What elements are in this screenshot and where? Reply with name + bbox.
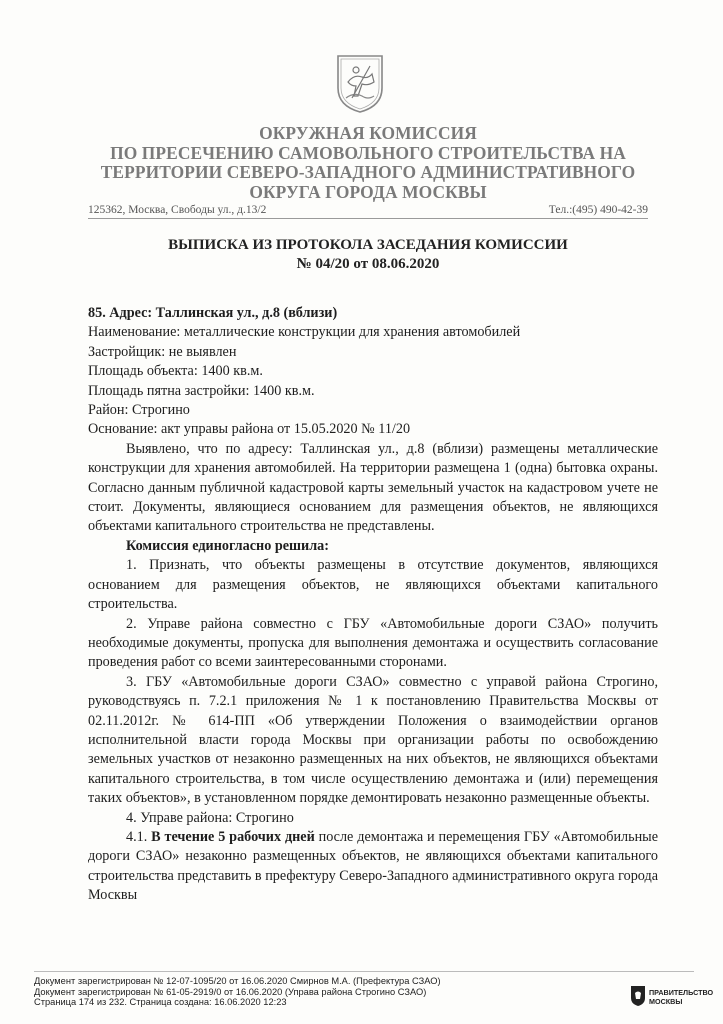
decision-3: 3. ГБУ «Автомобильные дороги СЗАО» совместно с управой района Строгино, руководствуясь п. 7.2.1 приложения № 1 к постановлению Правительства Москвы от 02.11.2012г. № 614-ПП «Об утверждении Положения о взаимодействии органов исполнительной власти города Москвы при организации работы по освобождению земельных участков от незаконно размещенных на них объектов, не являющихся объектами капитального строительства, в том числе осуществлению демонтажа и (или) перемещения таких объектов», в установленном порядке демонтировать незаконно размещенные объекты. (88, 673, 658, 807)
item-basis: Основание: акт управы района от 15.05.2020 № 11/20 (88, 421, 411, 438)
item-address: 85. Адрес: Таллинская ул., д.8 (вблизи) (88, 305, 338, 321)
decision-4: 4. Управе района: Строгино (126, 809, 294, 826)
registration-footer (34, 976, 594, 1008)
decision-2: 2. Управе района совместно с ГБУ «Автомобильные дороги СЗАО» получить необходимые документы, пропуска для выполнения демонтажа и осуществить согласование проведения работ со всеми заинтересованными сторонами. (88, 615, 658, 671)
item-area-object: Площадь объекта: 1400 кв.м. (88, 363, 263, 380)
findings-paragraph: Выявлено, что по адресу: Таллинская ул., д.8 (вблизи) размещены металлические конструкции для хранения автомобилей. На территории размещена 1 (одна) бытовка охраны. Согласно данным публичной кадастровой карты земельный участок на кадастровом учете не стоит. Документы, являющиеся основанием для размещения объектов, не являющихся объектами капитального строительства не представлены. (88, 440, 658, 535)
gov-label-line-1: ПРАВИТЕЛЬСТВО (649, 988, 714, 997)
header-line-4: ОКРУГА ГОРОДА МОСКВЫ (249, 181, 487, 202)
decision-heading: Комиссия единогласно решила: (126, 537, 329, 554)
header-line-2: ПО ПРЕСЕЧЕНИЮ САМОВОЛЬНОГО СТРОИТЕЛЬСТВА НА (110, 142, 626, 163)
registration-line-1: Документ зарегистрирован № 12-07-1095/20 от 16.06.2020 Смирнов М.А. (Префектура СЗАО) (34, 976, 441, 986)
decision-4-1-number: 4.1. (126, 828, 148, 845)
contact-line (88, 204, 648, 219)
commission-address: 125362, Москва, Свободы ул., д.13/2 (88, 204, 267, 216)
registration-line-2: Документ зарегистрирован № 61-05-2919/0 от 16.06.2020 (Управа района Строгино СЗАО) (34, 986, 427, 997)
protocol-number: № 04/20 от 08.06.2020 (296, 256, 440, 272)
commission-header (88, 124, 648, 202)
document-body (88, 304, 658, 906)
gov-label-line-2: МОСКВЫ (649, 997, 683, 1006)
document-title (88, 236, 648, 274)
header-line-1: ОКРУЖНАЯ КОМИССИЯ (259, 123, 477, 143)
item-district: Район: Строгино (88, 402, 190, 419)
document-title-line-1: ВЫПИСКА ИЗ ПРОТОКОЛА ЗАСЕДАНИЯ КОМИССИИ (168, 237, 568, 253)
moscow-government-logo-icon (630, 985, 646, 1007)
decision-1: 1. Признать, что объекты размещены в отсутствие документов, являющихся основанием для размещения объектов, не являющихся объектами капитального строительства. (88, 557, 658, 613)
moscow-government-label (649, 988, 713, 1006)
header-line-3: ТЕРРИТОРИИ СЕВЕРО-ЗАПАДНОГО АДМИНИСТРАТИВНОГО (100, 162, 636, 182)
decision-4-1 (88, 828, 658, 906)
moscow-coat-of-arms-icon (334, 52, 386, 114)
decision-4-1-text: после демонтажа и перемещения ГБУ «Автомобильные дороги СЗАО» незаконно размещенных объектов, не являющихся объектами капитального строительства представить в префектуру Северо-Западного административного округа города Москвы (88, 828, 659, 904)
decision-4-1-deadline: В течение 5 рабочих дней (151, 828, 315, 845)
commission-phone: Тел.:(495) 490-42-39 (548, 204, 648, 216)
footer-divider (34, 971, 694, 972)
page-info: Страница 174 из 232. Страница создана: 16.06.2020 12:23 (34, 997, 287, 1008)
item-developer: Застройщик: не выявлен (88, 343, 237, 360)
item-name: Наименование: металлические конструкции для хранения автомобилей (88, 324, 521, 341)
item-area-footprint: Площадь пятна застройки: 1400 кв.м. (88, 382, 315, 399)
